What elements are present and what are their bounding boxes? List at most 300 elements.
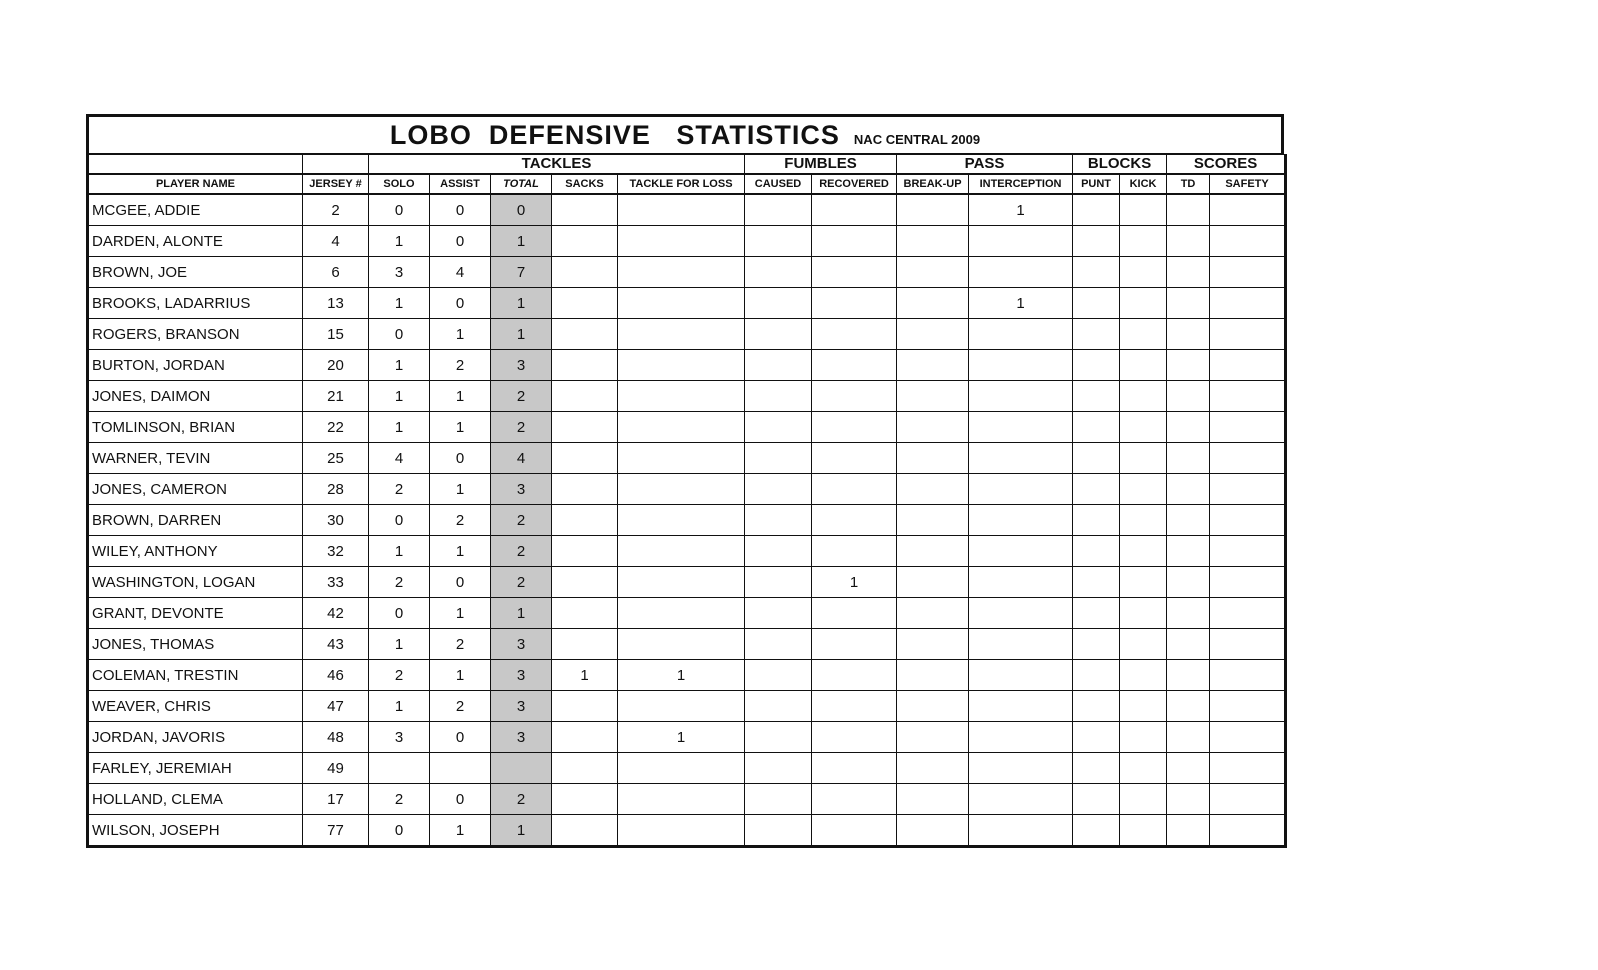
stat-cell xyxy=(430,753,491,784)
stat-cell: 1 xyxy=(812,567,897,598)
stat-cell xyxy=(812,784,897,815)
stat-cell xyxy=(1167,505,1210,536)
stat-cell xyxy=(552,350,618,381)
stat-cell xyxy=(1073,194,1120,226)
stat-cell xyxy=(1210,753,1286,784)
stat-cell xyxy=(552,474,618,505)
stat-cell xyxy=(1167,350,1210,381)
stat-cell xyxy=(618,412,745,443)
stat-cell xyxy=(1167,660,1210,691)
stat-cell xyxy=(1073,691,1120,722)
title-row xyxy=(86,114,1284,154)
player-name-cell: BROWN, JOE xyxy=(88,257,303,288)
table-row xyxy=(88,629,1286,660)
player-name-cell: JONES, THOMAS xyxy=(88,629,303,660)
stat-cell: 25 xyxy=(303,443,369,474)
stat-cell xyxy=(1120,753,1167,784)
stat-cell: 0 xyxy=(430,722,491,753)
player-name-cell: WASHINGTON, LOGAN xyxy=(88,567,303,598)
stat-cell xyxy=(969,536,1073,567)
stat-cell xyxy=(1167,629,1210,660)
table-row xyxy=(88,319,1286,350)
player-name-cell: HOLLAND, CLEMA xyxy=(88,784,303,815)
stat-cell xyxy=(1073,257,1120,288)
stat-cell: 0 xyxy=(430,194,491,226)
stat-cell xyxy=(1210,474,1286,505)
stat-cell xyxy=(897,381,969,412)
stat-cell xyxy=(745,381,812,412)
stat-cell: 77 xyxy=(303,815,369,847)
stat-cell: 3 xyxy=(369,722,430,753)
player-name-cell: COLEMAN, TRESTIN xyxy=(88,660,303,691)
stat-cell xyxy=(969,722,1073,753)
stat-cell xyxy=(1210,691,1286,722)
stat-cell: 1 xyxy=(552,660,618,691)
table-row xyxy=(88,194,1286,226)
stat-cell: 0 xyxy=(430,443,491,474)
table-row xyxy=(88,412,1286,443)
stat-cell: 0 xyxy=(430,288,491,319)
stat-cell xyxy=(552,815,618,847)
stat-cell xyxy=(618,257,745,288)
stat-cell xyxy=(618,815,745,847)
stat-cell xyxy=(618,443,745,474)
stat-cell xyxy=(897,226,969,257)
stat-cell xyxy=(969,505,1073,536)
column-header-11: PUNT xyxy=(1073,174,1120,194)
column-header-14: SAFETY xyxy=(1210,174,1286,194)
stat-cell xyxy=(897,660,969,691)
stat-cell xyxy=(1167,474,1210,505)
stat-cell: 42 xyxy=(303,598,369,629)
stat-cell xyxy=(812,598,897,629)
column-header-9: BREAK-UP xyxy=(897,174,969,194)
column-header-0: PLAYER NAME xyxy=(88,174,303,194)
stat-cell xyxy=(1210,194,1286,226)
stat-cell xyxy=(1120,722,1167,753)
stat-cell xyxy=(1210,443,1286,474)
stat-cell xyxy=(1167,784,1210,815)
stat-cell xyxy=(897,691,969,722)
stat-cell: 0 xyxy=(491,194,552,226)
stat-cell xyxy=(552,194,618,226)
group-blocks-header: BLOCKS xyxy=(1073,155,1167,175)
stat-cell xyxy=(618,629,745,660)
stat-cell xyxy=(1120,257,1167,288)
stat-cell: 28 xyxy=(303,474,369,505)
stat-cell xyxy=(812,660,897,691)
stat-cell xyxy=(812,536,897,567)
stat-cell xyxy=(1073,784,1120,815)
group-scores-header: SCORES xyxy=(1167,155,1286,175)
table-row xyxy=(88,753,1286,784)
stat-cell xyxy=(897,536,969,567)
stat-cell xyxy=(1120,226,1167,257)
stat-cell xyxy=(745,598,812,629)
stat-cell xyxy=(745,567,812,598)
stat-cell: 0 xyxy=(369,598,430,629)
stat-cell xyxy=(745,288,812,319)
stat-cell xyxy=(812,815,897,847)
stat-cell xyxy=(1167,598,1210,629)
stat-cell xyxy=(552,753,618,784)
stat-cell xyxy=(1073,567,1120,598)
stat-cell xyxy=(897,753,969,784)
stat-cell xyxy=(812,443,897,474)
stat-cell xyxy=(812,629,897,660)
stat-cell: 1 xyxy=(491,815,552,847)
stat-cell xyxy=(1120,660,1167,691)
stat-cell: 1 xyxy=(491,598,552,629)
stat-cell xyxy=(1167,194,1210,226)
stat-cell xyxy=(897,319,969,350)
stat-cell: 13 xyxy=(303,288,369,319)
stat-cell: 0 xyxy=(369,194,430,226)
stat-cell xyxy=(745,412,812,443)
stat-cell xyxy=(812,753,897,784)
stat-cell xyxy=(897,350,969,381)
stat-cell xyxy=(969,660,1073,691)
stat-cell xyxy=(745,753,812,784)
table-row xyxy=(88,350,1286,381)
stat-cell: 4 xyxy=(303,226,369,257)
stat-cell xyxy=(1120,629,1167,660)
stat-cell xyxy=(552,784,618,815)
stat-cell xyxy=(812,412,897,443)
stat-cell xyxy=(552,257,618,288)
stat-cell: 1 xyxy=(369,226,430,257)
column-header-7: CAUSED xyxy=(745,174,812,194)
stat-cell xyxy=(745,722,812,753)
stat-cell xyxy=(1210,784,1286,815)
stat-cell xyxy=(1073,319,1120,350)
table-row xyxy=(88,598,1286,629)
stat-cell xyxy=(1120,505,1167,536)
stat-cell xyxy=(897,505,969,536)
stat-cell xyxy=(745,443,812,474)
stat-cell: 2 xyxy=(369,474,430,505)
column-header-5: SACKS xyxy=(552,174,618,194)
stats-table-body xyxy=(88,155,1286,847)
stat-cell xyxy=(897,629,969,660)
stat-cell: 1 xyxy=(430,412,491,443)
player-name-cell: BROOKS, LADARRIUS xyxy=(88,288,303,319)
stat-cell: 1 xyxy=(491,319,552,350)
stat-cell xyxy=(745,784,812,815)
stat-cell xyxy=(1073,350,1120,381)
stat-cell xyxy=(969,443,1073,474)
group-fumbles-header: FUMBLES xyxy=(745,155,897,175)
stat-cell xyxy=(1167,381,1210,412)
stat-cell xyxy=(969,350,1073,381)
column-header-13: TD xyxy=(1167,174,1210,194)
column-header-8: RECOVERED xyxy=(812,174,897,194)
stat-cell xyxy=(897,257,969,288)
stat-cell: 1 xyxy=(618,660,745,691)
stat-cell: 0 xyxy=(369,815,430,847)
stat-cell xyxy=(812,474,897,505)
player-name-cell: BROWN, DARREN xyxy=(88,505,303,536)
stat-cell xyxy=(1073,288,1120,319)
stat-cell xyxy=(1210,505,1286,536)
stat-cell xyxy=(1073,815,1120,847)
stat-cell xyxy=(1073,753,1120,784)
stat-cell: 1 xyxy=(430,815,491,847)
stat-cell xyxy=(812,350,897,381)
stat-cell xyxy=(969,474,1073,505)
stat-cell: 3 xyxy=(369,257,430,288)
stat-cell xyxy=(552,443,618,474)
stat-cell: 6 xyxy=(303,257,369,288)
stat-cell: 4 xyxy=(430,257,491,288)
stat-cell xyxy=(618,194,745,226)
stat-cell xyxy=(1073,629,1120,660)
stat-cell xyxy=(745,815,812,847)
stat-cell xyxy=(1120,350,1167,381)
stat-cell xyxy=(745,536,812,567)
stat-cell: 2 xyxy=(430,629,491,660)
stat-cell: 2 xyxy=(430,505,491,536)
stat-cell xyxy=(969,567,1073,598)
stat-cell: 1 xyxy=(369,691,430,722)
table-row xyxy=(88,443,1286,474)
stat-cell xyxy=(812,381,897,412)
stat-cell: 3 xyxy=(491,350,552,381)
stat-cell: 17 xyxy=(303,784,369,815)
stat-cell xyxy=(552,567,618,598)
column-header-3: ASSIST xyxy=(430,174,491,194)
column-header-2: SOLO xyxy=(369,174,430,194)
stat-cell xyxy=(745,194,812,226)
stat-cell xyxy=(1073,660,1120,691)
stat-cell xyxy=(618,536,745,567)
table-row xyxy=(88,784,1286,815)
stat-cell xyxy=(1120,288,1167,319)
defensive-stats-sheet xyxy=(86,114,1284,848)
stat-cell: 2 xyxy=(491,412,552,443)
group-pass-header: PASS xyxy=(897,155,1073,175)
stat-cell xyxy=(1120,194,1167,226)
player-name-cell: WEAVER, CHRIS xyxy=(88,691,303,722)
stat-cell xyxy=(1120,598,1167,629)
column-header-row xyxy=(88,174,1286,194)
stat-cell xyxy=(1073,505,1120,536)
player-name-cell: WILEY, ANTHONY xyxy=(88,536,303,567)
stat-cell xyxy=(1073,474,1120,505)
stat-cell xyxy=(745,319,812,350)
stat-cell: 1 xyxy=(369,536,430,567)
stat-cell xyxy=(1073,598,1120,629)
stat-cell xyxy=(812,226,897,257)
stat-cell xyxy=(969,629,1073,660)
stat-cell: 7 xyxy=(491,257,552,288)
stat-cell xyxy=(1210,288,1286,319)
stat-cell xyxy=(1210,629,1286,660)
stat-cell: 1 xyxy=(969,194,1073,226)
player-name-cell: JORDAN, JAVORIS xyxy=(88,722,303,753)
stat-cell xyxy=(969,257,1073,288)
stat-cell xyxy=(1167,257,1210,288)
group-header-empty-name xyxy=(88,155,303,175)
stat-cell xyxy=(618,474,745,505)
stat-cell: 0 xyxy=(430,226,491,257)
stat-cell: 2 xyxy=(430,691,491,722)
stat-cell: 1 xyxy=(430,319,491,350)
stat-cell: 1 xyxy=(369,412,430,443)
stat-cell xyxy=(1120,381,1167,412)
stat-cell xyxy=(1167,536,1210,567)
stat-cell xyxy=(1167,815,1210,847)
table-row xyxy=(88,722,1286,753)
stat-cell: 3 xyxy=(491,691,552,722)
stat-cell xyxy=(897,194,969,226)
stat-cell xyxy=(1073,722,1120,753)
stat-cell xyxy=(552,381,618,412)
group-tackles-header: TACKLES xyxy=(369,155,745,175)
stat-cell xyxy=(552,691,618,722)
stat-cell: 43 xyxy=(303,629,369,660)
stat-cell xyxy=(1073,412,1120,443)
stats-table xyxy=(86,154,1287,848)
stat-cell: 32 xyxy=(303,536,369,567)
stat-cell xyxy=(618,226,745,257)
table-row xyxy=(88,505,1286,536)
stat-cell xyxy=(552,722,618,753)
stat-cell xyxy=(745,660,812,691)
stat-cell xyxy=(618,319,745,350)
stat-cell xyxy=(1120,443,1167,474)
stat-cell xyxy=(1120,784,1167,815)
stat-cell xyxy=(1210,381,1286,412)
stat-cell: 49 xyxy=(303,753,369,784)
table-row xyxy=(88,381,1286,412)
column-header-1: JERSEY # xyxy=(303,174,369,194)
column-header-10: INTERCEPTION xyxy=(969,174,1073,194)
column-header-6: TACKLE FOR LOSS xyxy=(618,174,745,194)
stat-cell: 20 xyxy=(303,350,369,381)
player-name-cell: DARDEN, ALONTE xyxy=(88,226,303,257)
stat-cell: 1 xyxy=(430,660,491,691)
player-name-cell: BURTON, JORDAN xyxy=(88,350,303,381)
stat-cell: 2 xyxy=(430,350,491,381)
stat-cell: 22 xyxy=(303,412,369,443)
stat-cell xyxy=(618,753,745,784)
stat-cell xyxy=(812,691,897,722)
stat-cell xyxy=(897,784,969,815)
stat-cell: 2 xyxy=(491,536,552,567)
stat-cell xyxy=(1210,257,1286,288)
stat-cell xyxy=(1210,536,1286,567)
stat-cell xyxy=(897,443,969,474)
stat-cell: 1 xyxy=(369,350,430,381)
stat-cell xyxy=(897,815,969,847)
stat-cell: 1 xyxy=(491,226,552,257)
stat-cell xyxy=(552,412,618,443)
stat-cell xyxy=(969,598,1073,629)
sheet-title: LOBO DEFENSIVE STATISTICS xyxy=(389,119,840,150)
stat-cell: 0 xyxy=(430,567,491,598)
stat-cell xyxy=(552,288,618,319)
stat-cell xyxy=(618,288,745,319)
stat-cell: 2 xyxy=(369,660,430,691)
stat-cell: 0 xyxy=(430,784,491,815)
stat-cell xyxy=(812,194,897,226)
stat-cell xyxy=(745,505,812,536)
stat-cell xyxy=(1120,536,1167,567)
table-row xyxy=(88,474,1286,505)
stat-cell: 1 xyxy=(369,629,430,660)
stat-cell xyxy=(969,691,1073,722)
stat-cell xyxy=(969,381,1073,412)
stat-cell xyxy=(552,226,618,257)
stat-cell: 1 xyxy=(369,288,430,319)
stat-cell xyxy=(1167,443,1210,474)
stat-cell xyxy=(969,319,1073,350)
stat-cell: 15 xyxy=(303,319,369,350)
stat-cell xyxy=(552,505,618,536)
stat-cell xyxy=(618,381,745,412)
stat-cell: 1 xyxy=(430,474,491,505)
stat-cell: 1 xyxy=(430,598,491,629)
stat-cell xyxy=(552,319,618,350)
stat-cell xyxy=(618,350,745,381)
stat-cell xyxy=(1167,288,1210,319)
stat-cell xyxy=(1073,536,1120,567)
stat-cell xyxy=(1120,567,1167,598)
stat-cell xyxy=(618,505,745,536)
stat-cell xyxy=(618,567,745,598)
stat-cell: 0 xyxy=(369,505,430,536)
stat-cell xyxy=(1167,722,1210,753)
player-name-cell: ROGERS, BRANSON xyxy=(88,319,303,350)
stat-cell xyxy=(1210,815,1286,847)
stat-cell xyxy=(1210,598,1286,629)
stat-cell xyxy=(618,784,745,815)
player-name-cell: WARNER, TEVIN xyxy=(88,443,303,474)
stat-cell: 30 xyxy=(303,505,369,536)
stat-cell xyxy=(369,753,430,784)
stat-cell: 1 xyxy=(618,722,745,753)
stat-cell: 1 xyxy=(430,381,491,412)
stat-cell xyxy=(618,691,745,722)
stat-cell: 2 xyxy=(491,567,552,598)
stat-cell xyxy=(1073,381,1120,412)
player-name-cell: FARLEY, JEREMIAH xyxy=(88,753,303,784)
stat-cell xyxy=(745,474,812,505)
stat-cell: 2 xyxy=(369,784,430,815)
stat-cell xyxy=(812,722,897,753)
stat-cell: 46 xyxy=(303,660,369,691)
group-header-empty-jersey xyxy=(303,155,369,175)
stat-cell xyxy=(1210,350,1286,381)
stat-cell xyxy=(1167,319,1210,350)
stat-cell xyxy=(897,567,969,598)
stat-cell xyxy=(745,629,812,660)
player-name-cell: WILSON, JOSEPH xyxy=(88,815,303,847)
stat-cell xyxy=(1120,412,1167,443)
stat-cell xyxy=(1073,443,1120,474)
stat-cell: 1 xyxy=(969,288,1073,319)
stat-cell: 2 xyxy=(491,381,552,412)
stat-cell: 21 xyxy=(303,381,369,412)
stat-cell xyxy=(1167,412,1210,443)
stat-cell xyxy=(1167,226,1210,257)
sheet-subtitle: NAC CENTRAL 2009 xyxy=(853,132,981,147)
stat-cell: 3 xyxy=(491,629,552,660)
group-header-row xyxy=(88,155,1286,175)
stat-cell xyxy=(745,226,812,257)
stat-cell xyxy=(897,722,969,753)
